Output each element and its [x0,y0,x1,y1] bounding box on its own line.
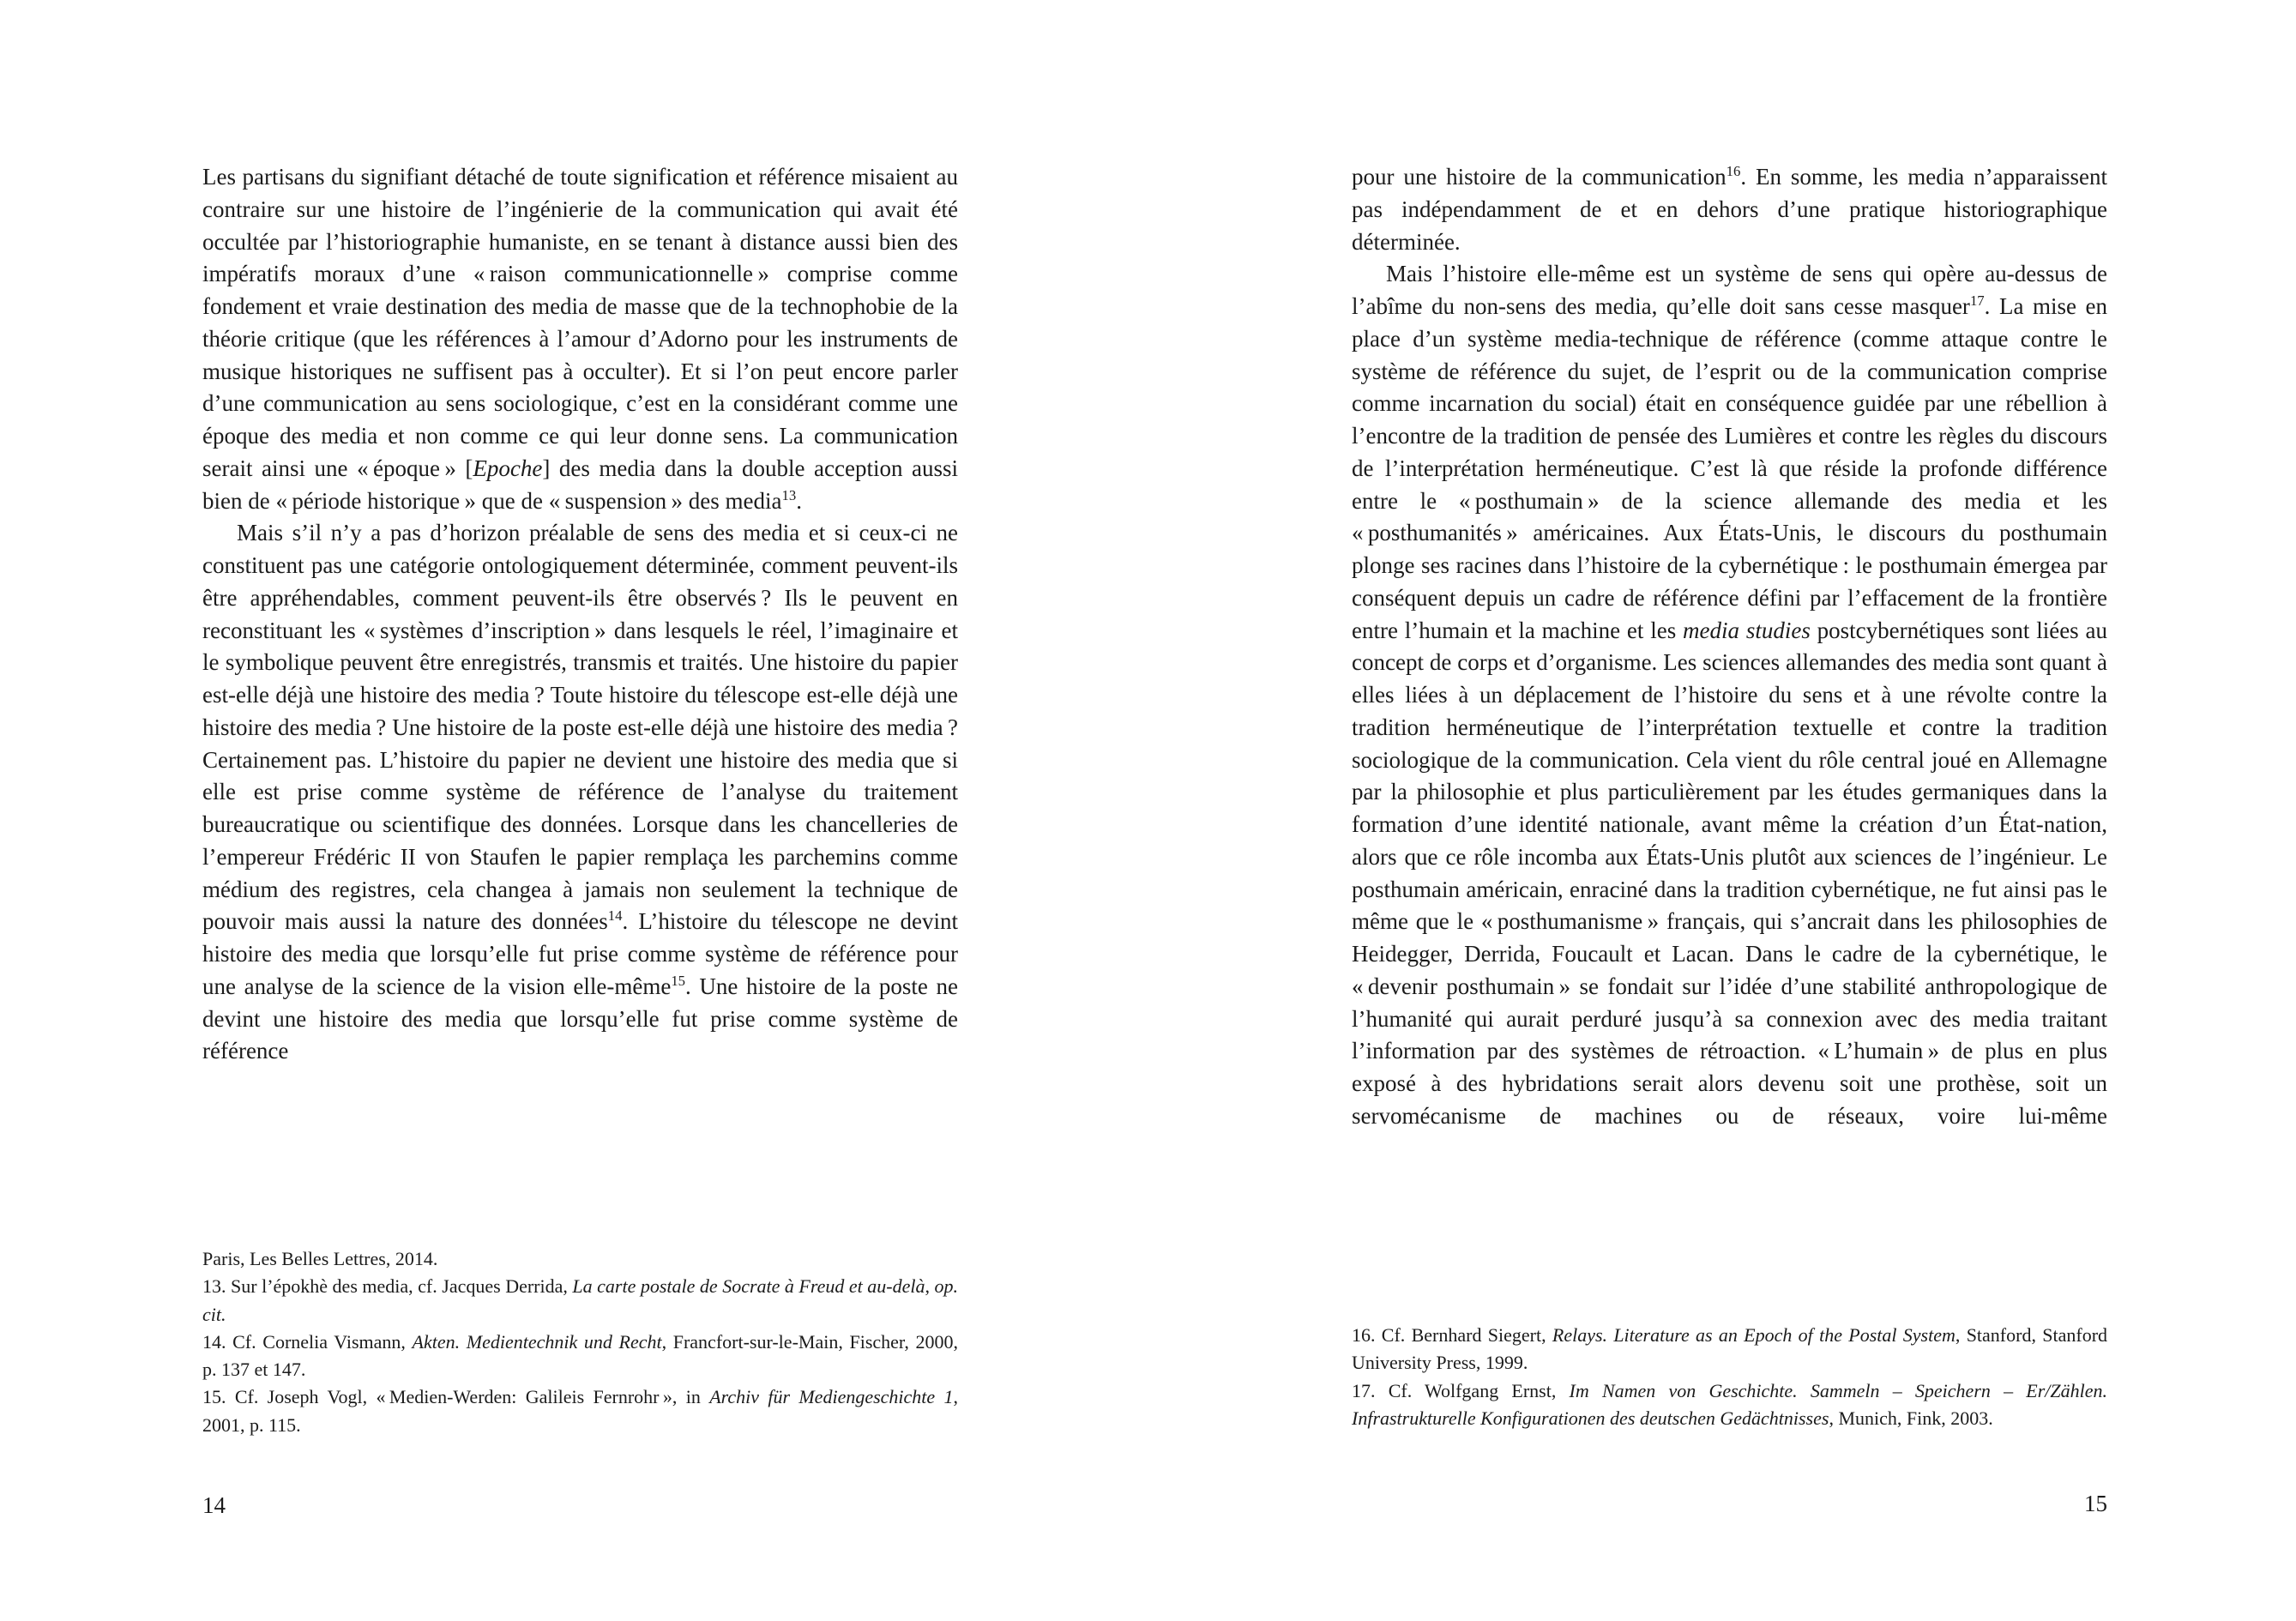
footnote: 17. Cf. Wolfgang Ernst, Im Namen von Geschichte. Sammeln – Speichern – Er/Zählen. Infrastrukturelle Konfigurationen des deutschen Gedächtnisses, Munich, Fink, 2003. [1352,1379,2108,1429]
page-number-right: 15 [2084,1491,2107,1516]
left-page-footnotes [202,1245,958,1439]
footnote: Paris, Les Belles Lettres, 2014. [202,1248,438,1269]
footnote: 16. Cf. Bernhard Siegert, Relays. Literature as an Epoch of the Postal System, Stanford, Stanford University Press, 1999. [1352,1324,2108,1374]
body-paragraph: Mais s’il n’y a pas d’horizon préalable de sens des media et si ceux-ci ne constituent pas une catégorie ontologiquement déterminée, comment peuvent-ils être appréhendables, comment peuvent-ils être observés ? Ils le peuvent en reconstituant les « systèmes d’inscription » dans lesquels le réel, l’imaginaire et le symbolique peuvent être enregistrés, transmis et traités. Une histoire du papier est-elle déjà une histoire des media ? Toute histoire du télescope est-elle déjà une histoire des media ? Une histoire de la poste est-elle déjà une histoire des media ? Certainement pas. L’histoire du papier ne devient une histoire des media que si elle est prise comme système de référence de l’analyse du traitement bureaucratique ou scientifique des données. Lorsque dans les chancelleries de l’empereur Frédéric II von Staufen le papier remplaça les parchemins comme médium des registres, cela changea à jamais non seulement la technique de pouvoir mais aussi la nature des données$^{14}$. L’histoire du télescope ne devint histoire des media que lorsqu’elle fut prise comme système de référence pour une analyse de la science de la vision elle-même$^{15}$. Une histoire de la poste ne devint une histoire des media que lorsqu’elle fut prise comme système de référence [202,520,958,1064]
footnote: 15. Cf. Joseph Vogl, « Medien-Werden: Galileis Fernrohr », in Archiv für Mediengeschichte 1, 2001, p. 115. [202,1386,959,1436]
page-number-left: 14 [202,1492,226,1518]
footnote: 14. Cf. Cornelia Vismann, Akten. Medientechnik und Recht, Francfort-sur-le-Main, Fischer, 2000, p. 137 et 147. [202,1330,958,1381]
body-paragraph: pour une histoire de la communication$^{16}$. En somme, les media n’apparaissent pas indépendamment de et en dehors d’une pratique historiographique déterminée. [1352,163,2108,255]
right-page-footnotes [1352,1322,2107,1432]
body-paragraph: Les partisans du signifiant détaché de toute signification et référence misaient au contraire sur une histoire de l’ingénierie de la communication qui avait été occultée par l’historiographie humaniste, en se tenant à distance aussi bien des impératifs moraux d’une « raison communicationnelle » comprise comme fondement et vraie destination des media de masse que de la technophobie de la théorie critique (que les références à l’amour d’Adorno pour les instruments de musique historiques ne suffisent pas à occulter). Et si l’on peut encore parler d’une communication au sens sociologique, c’est en la considérant comme une époque des media et non comme ce qui leur donne sens. La communication serait ainsi une « époque » [Epoche] des media dans la double acception aussi bien de « période historique » que de « suspension » des media$^{13}$. [202,164,959,514]
footnote: 13. Sur l’épokhè des media, cf. Jacques Derrida, La carte postale de Socrate à Freud et au-delà, op. cit. [202,1275,958,1325]
left-page-body [202,161,958,1068]
body-paragraph: Mais l’histoire elle-même est un système de sens qui opère au-dessus de l’abîme du non-sens des media, qu’elle doit sans cesse masquer$^{17}$. La mise en place d’un système media-technique de référence (comme attaque contre le système de référence du sujet, de l’esprit ou de la communication comprise comme incarnation du social) était en conséquence guidée par une rébellion à l’encontre de la tradition de pensée des Lumières et contre les règles du discours de l’interprétation herméneutique. C’est là que réside la profonde différence entre le « posthumain » de la science allemande des media et les « posthumanités » américaines. Aux États-Unis, le discours du posthumain plonge ses racines dans l’histoire de la cybernétique : le posthumain émergea par conséquent depuis un cadre de référence défini par l’effacement de la frontière entre l’humain et la machine et les media studies postcybernétiques sont liées au concept de corps et d’organisme. Les sciences allemandes des media sont quant à elles liées à un déplacement de l’histoire du sens et à une révolte contre la tradition herméneutique de l’interprétation textuelle et contre la tradition sociologique de la communication. Cela vient du rôle central joué en Allemagne par la philosophie et plus particulièrement par les études germaniques dans la formation d’une identité nationale, avant même la création d’un État-nation, alors que ce rôle incomba aux États-Unis plutôt aux sciences de l’ingénieur. Le posthumain américain, enraciné dans la tradition cybernétique, ne fut ainsi pas le même que le « posthumanisme » français, qui s’ancrait dans les philosophies de Heidegger, Derrida, Foucault et Lacan. Dans le cadre de la cybernétique, le « devenir posthumain » se fondait sur l’idée d’une stabilité anthropologique de l’humanité qui aurait perduré jusqu’à sa connexion avec des media traitant l’information par des systèmes de rétroaction. « L’humain » de plus en plus exposé à des hybridations serait alors devenu soit une prothèse, soit un servomécanisme de machines ou de réseaux, voire lui-même [1352,261,2107,1129]
right-page-body [1352,161,2107,1133]
